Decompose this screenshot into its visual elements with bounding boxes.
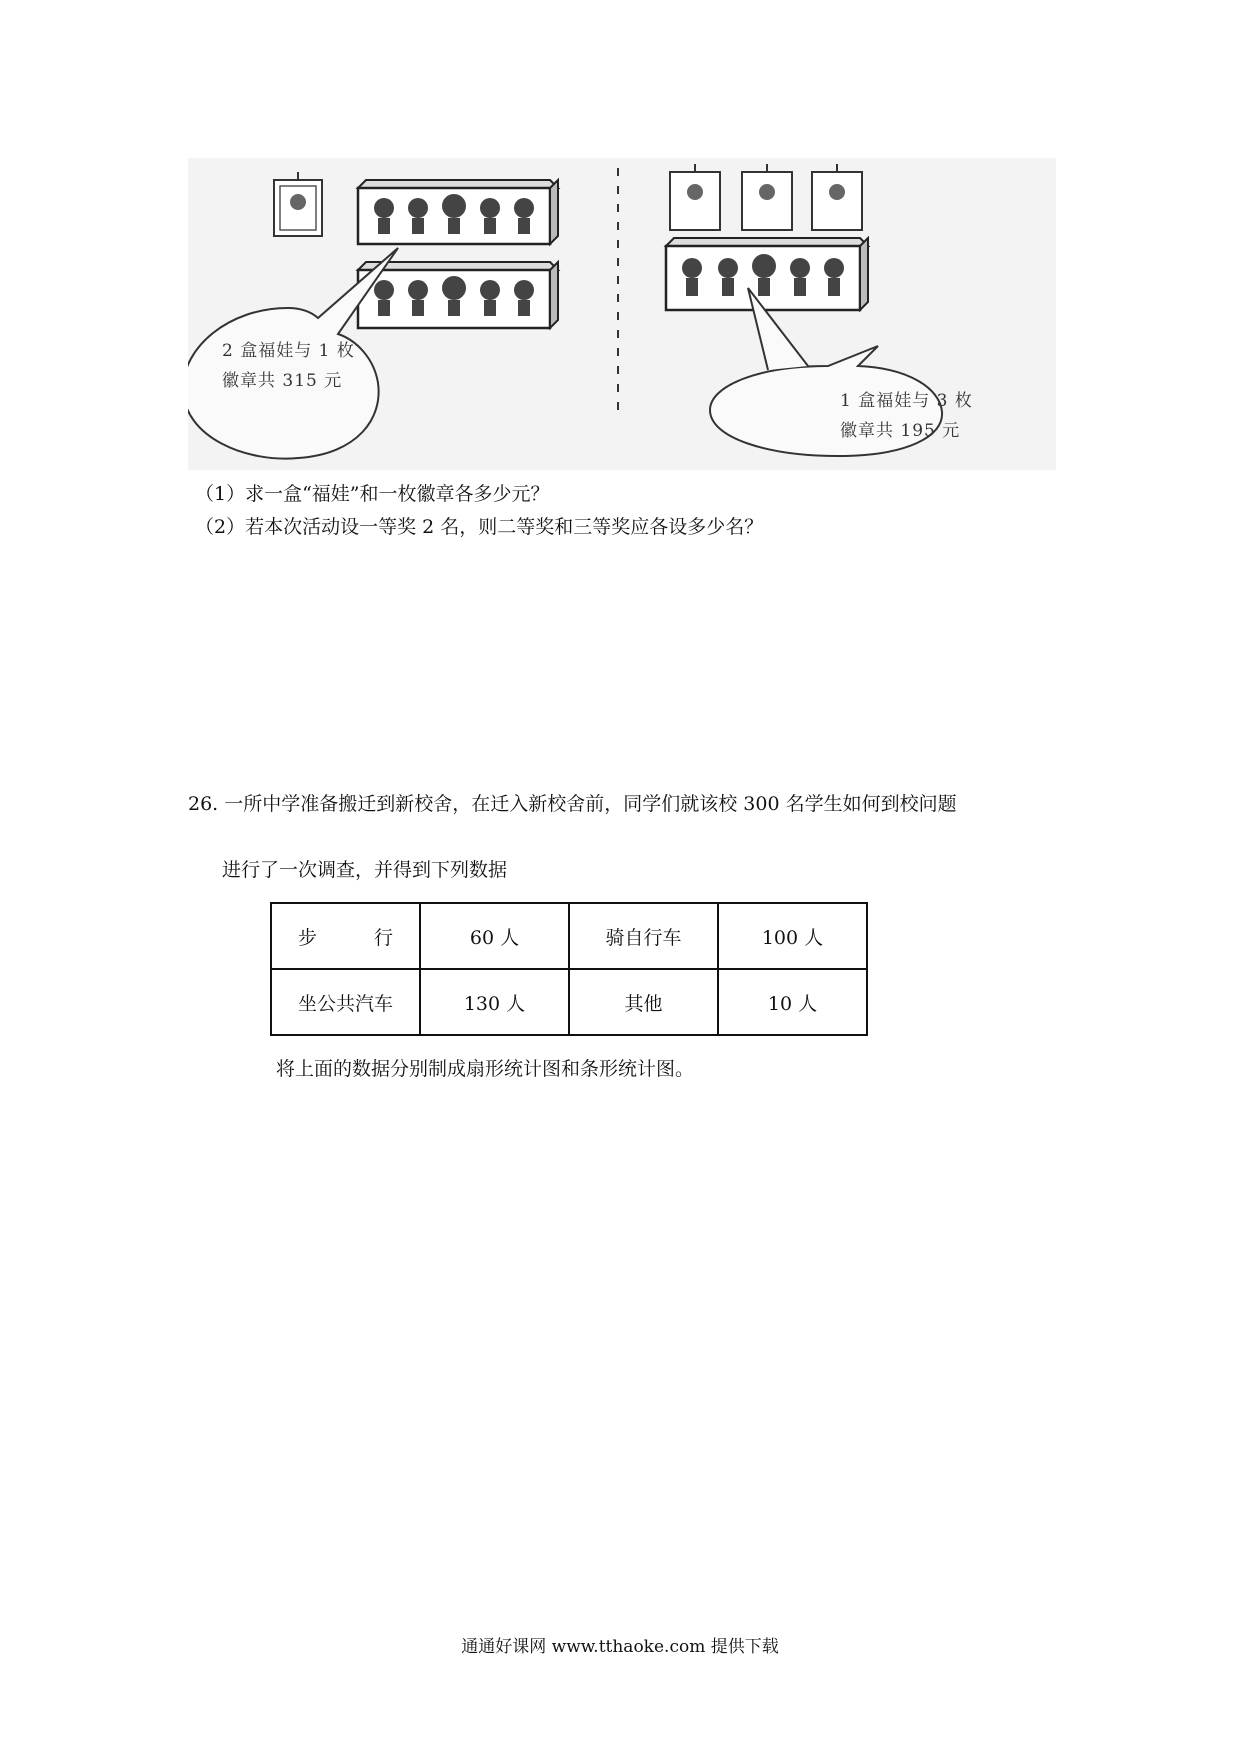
footer-text: 通通好课网 www.tthaoke.com 提供下载	[461, 1637, 779, 1657]
problem-26-line2: 进行了一次调查，并得到下列数据	[222, 859, 508, 881]
badge-icon	[742, 164, 792, 230]
table-row	[271, 903, 867, 969]
fuwa-box-icon	[358, 262, 558, 328]
walk-label-b: 行	[373, 926, 393, 949]
left-bubble-line2: 徽章共 315 元	[222, 371, 343, 391]
right-bubble-line1: 1 盒福娃与 3 枚	[840, 391, 973, 411]
badge-icon	[812, 164, 862, 230]
right-bubble-line2: 徽章共 195 元	[840, 421, 961, 441]
bike-value-cell: 100 人	[718, 903, 867, 969]
bus-label-cell: 坐公共汽车	[271, 969, 420, 1035]
table-row	[271, 969, 867, 1035]
left-bubble-line1: 2 盒福娃与 1 枚	[222, 341, 355, 361]
right-bubble-text	[840, 386, 1030, 446]
walk-label-a: 步	[298, 926, 318, 949]
walk-label-cell	[271, 903, 420, 969]
problem-26-line1: 26. 一所中学准备搬迁到新校舍，在迁入新校舍前，同学们就该校 300 名学生如何到校问题	[188, 793, 957, 815]
fuwa-box-icon	[666, 238, 868, 310]
badge-icon	[670, 164, 720, 230]
other-label-cell: 其他	[569, 969, 718, 1035]
question-2: （2）若本次活动设一等奖 2 名，则二等奖和三等奖应各设多少名？	[195, 516, 764, 538]
bike-label-cell: 骑自行车	[569, 903, 718, 969]
fuwa-badge-illustration	[188, 158, 1056, 470]
left-bubble-text	[222, 336, 372, 396]
fuwa-box-icon	[358, 180, 558, 244]
badge-icon	[274, 172, 322, 236]
question-1: （1）求一盒“福娃”和一枚徽章各多少元？	[195, 483, 550, 505]
survey-data-table	[270, 902, 868, 1036]
walk-value-cell: 60 人	[420, 903, 569, 969]
bus-value-cell: 130 人	[420, 969, 569, 1035]
other-value-cell: 10 人	[718, 969, 867, 1035]
problem-26-instruction: 将上面的数据分别制成扇形统计图和条形统计图。	[276, 1058, 695, 1080]
